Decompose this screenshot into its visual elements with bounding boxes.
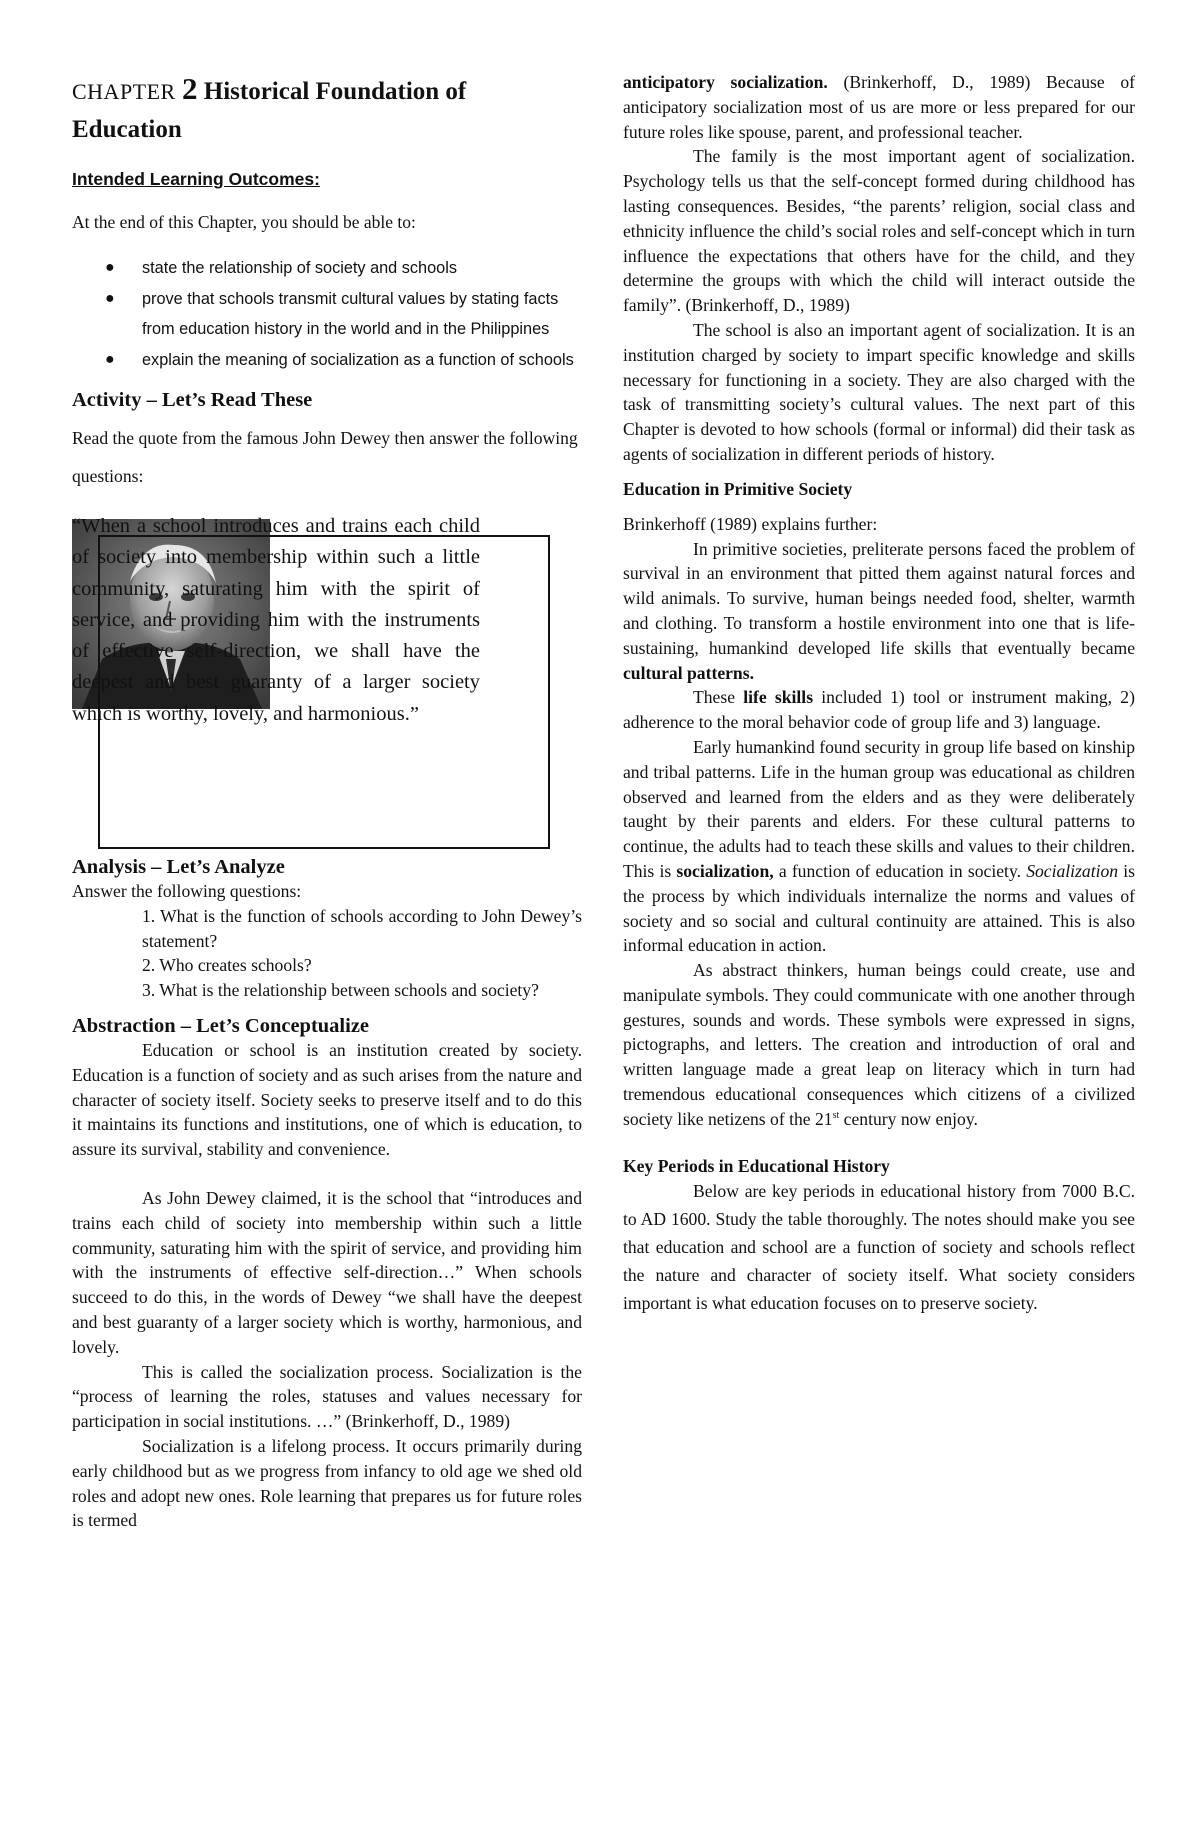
ilo-item: [105, 284, 582, 345]
analysis-question: 1. What is the function of schools according to John Dewey’s statement?: [142, 905, 582, 951]
ordinal-suffix: st: [832, 1110, 840, 1122]
socialization-italic: Socialization: [1026, 860, 1119, 881]
chapter-title-line2: Education: [72, 116, 182, 143]
abstraction-paragraph: Socialization is a lifelong process. It occurs primarily during early childhood but as we progress from infancy to old age we shed old roles and adopt new ones. Role learning that prepares us for future roles is termed: [72, 1435, 582, 1531]
ilo-item: [105, 253, 582, 284]
analysis-question: 2. Who creates schools?: [142, 955, 312, 976]
primitive-paragraph: [623, 537, 1135, 686]
chapter-title: [72, 70, 582, 149]
life-skills-text: These: [693, 687, 744, 708]
abstraction-paragraph: As John Dewey claimed, it is the school that “introduces and trains each child of society into membership within such a little community, saturating him with the spirit of service, and providing him with the instruments of effective self-direction…” When schools succeed to do this, in the words of Dewey “we shall have the deepest and best guaranty of a larger society which is worthy, harmonious, and lovely.: [72, 1187, 582, 1357]
abstraction-heading: Abstraction – Let’s Conceptualize: [72, 1014, 370, 1037]
right-column: [623, 70, 1135, 1317]
anticipatory-term: anticipatory socialization.: [623, 72, 828, 92]
life-skills-paragraph: [623, 685, 1135, 735]
anticipatory-paragraph: [623, 70, 1135, 144]
family-paragraph: The family is the most important agent of socialization. Psychology tells us that the self-concept formed during childhood has lasting consequences. Besides, “the parents’ religion, social class and ethnicity influence the child’s social roles and self-concept which in turn influence the expectations that others have for the child, and they determine the groups with which the child will interact outside the family”. (Brinkerhoff, D., 1989): [623, 146, 1135, 316]
bullet-icon: ●: [105, 289, 115, 307]
analysis-question: 3. What is the relationship between schools and society?: [142, 980, 539, 1001]
ilo-item-text: explain the meaning of socialization as a function of schools: [142, 350, 574, 369]
ilo-item: [105, 345, 582, 376]
chapter-word: CHAPTER: [72, 79, 176, 104]
quote-box: [72, 511, 582, 856]
group-life-paragraph: [623, 735, 1135, 958]
key-periods-heading: Key Periods in Educational History: [623, 1155, 890, 1176]
group-life-text: is the process by which individuals internalize the norms and values of society and so social and cultural continuity are attained. This is also informal education in action.: [623, 860, 1135, 956]
symbols-text: century now enjoy.: [839, 1108, 978, 1129]
ilo-intro: At the end of this Chapter, you should be able to:: [72, 212, 416, 232]
life-skills-term: life skills: [743, 687, 814, 708]
ilo-heading: Intended Learning Outcomes:: [72, 169, 320, 189]
primitive-text: In primitive societies, preliterate persons faced the problem of survival in an environment that pitted them against natural forces and wild animals. To survive, human beings needed food, shelter, warmth and clothing. To transform a hostile environment into one that is life-sustaining, humankind developed life skills that eventually became: [623, 538, 1135, 658]
key-periods-paragraph: Below are key periods in educational history from 7000 B.C. to AD 1600. Study the table thoroughly. The notes should make you see that education and school are a function of society and schools reflect the nature and character of society itself. What society considers important is what education focuses on to preserve society.: [623, 1180, 1135, 1313]
chapter-number: 2: [182, 71, 198, 106]
analysis-questions: [72, 904, 582, 1003]
left-column: [72, 70, 582, 1533]
activity-heading: Activity – Let’s Read These: [72, 389, 313, 411]
primitive-heading: Education in Primitive Society: [623, 478, 853, 499]
analysis-intro: Answer the following questions:: [72, 881, 302, 901]
bullet-icon: ●: [105, 350, 115, 368]
chapter-title-line1: Historical Foundation of: [203, 78, 467, 105]
anticipatory-text: (Brinkerhoff, D., 1989) Because of anticipatory socialization most of us are more or less prepared for our future roles like spouse, parent, and professional teacher.: [623, 72, 1135, 142]
school-paragraph: The school is also an important agent of socialization. It is an institution charged by society to impart specific knowledge and skills necessary for functioning in a society. They are also charged with the task of transmitting society’s cultural values. The next part of this Chapter is devoted to how schools (formal or informal) did their task as agents of socialization in different periods of history.: [623, 319, 1135, 464]
group-life-text: a function of education in society.: [773, 860, 1027, 881]
abstraction-paragraph: This is called the socialization process. Socialization is the “process of learning the roles, statuses and values necessary for participation in social institutions. …” (Brinkerhoff, D., 1989): [72, 1361, 582, 1432]
primitive-intro: Brinkerhoff (1989) explains further:: [623, 513, 878, 534]
abstraction-paragraph: Education or school is an institution created by society. Education is a function of society and as such arises from the nature and character of society itself. Society seeks to preserve itself and to do this it maintains its functions and institutions, one of which is education, to assure its survival, stability and convenience.: [72, 1039, 582, 1160]
ilo-item-text: prove that schools transmit cultural values by stating facts from education history in the world and in the Philippines: [142, 289, 559, 338]
cultural-patterns-term: cultural patterns.: [623, 662, 754, 683]
life-skills-text: included 1) tool or instrument making, 2) adherence to the moral behavior code of group life and 3) language.: [623, 687, 1135, 733]
dewey-quote: “When a school introduces and trains each child of society into membership within such a little community, saturating him with the spirit of service, and providing him with the instruments of effective self-direction, we shall have the deepest and best guaranty of a larger society which is worthy, lovely, and harmonious.”: [72, 515, 480, 725]
ilo-list: [72, 253, 582, 375]
group-life-text: Early humankind found security in group life based on kinship and tribal patterns. Life in the human group was educational as children observed and learned from the elders and as they were deliberately taught by their parents and elders. For these cultural patterns to continue, the adults had to teach these skills and values to their children. This is: [623, 736, 1135, 881]
ilo-item-text: state the relationship of society and schools: [142, 259, 457, 277]
socialization-term: socialization,: [676, 860, 774, 881]
bullet-icon: ●: [105, 259, 115, 276]
activity-body: Read the quote from the famous John Dewey then answer the following questions:: [72, 428, 578, 486]
analysis-heading: Analysis – Let’s Analyze: [72, 856, 285, 878]
symbols-paragraph: [623, 958, 1135, 1132]
symbols-text: As abstract thinkers, human beings could create, use and manipulate symbols. They could communicate with one another through gestures, sounds and words. These symbols were expressed in signs, pictographs, and letters. The creation and introduction of oral and written language made a great leap on literacy which in turn had tremendous educational consequences which citizens of a civilized society like netizens of the 21: [623, 960, 1135, 1129]
